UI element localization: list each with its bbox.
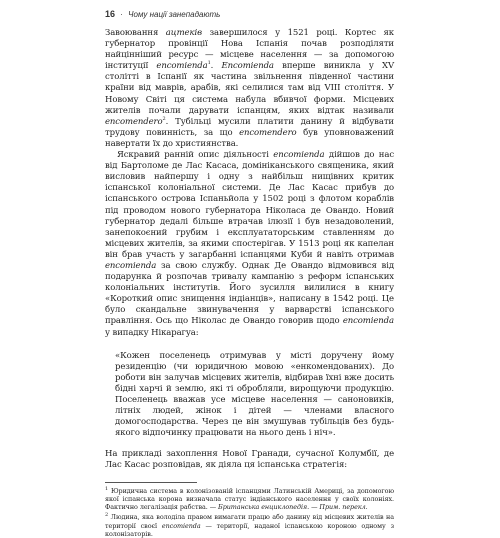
block-quote bbox=[115, 351, 394, 440]
text-run: . — bbox=[307, 503, 320, 512]
italic-term: ацтеків bbox=[165, 28, 202, 38]
text-run: На прикладі захоплення Нової Гранади, сучасної Колумбії, де Лас Касас розповідав, як діяла ця іспанська стратегія: bbox=[105, 449, 394, 471]
text-run: завершилося у 1521 році. Кортес як губернатор провінції Нова Іспанія почав розподіляти найцінніший ресурс — місцеве населення — за допомогою інституції bbox=[105, 28, 394, 72]
text-run: Яскравий ранній опис діяльності bbox=[117, 150, 274, 161]
italic-term: Encomienda bbox=[221, 61, 274, 72]
footnote-divider bbox=[105, 482, 197, 483]
footnote-1 bbox=[105, 487, 394, 512]
text-run: . bbox=[210, 61, 222, 72]
footnote-ref-1: 1 bbox=[207, 60, 211, 67]
italic-term: encomienda bbox=[105, 260, 157, 271]
footnote-mark: 1 bbox=[105, 485, 109, 492]
italic-term: encomendero bbox=[239, 127, 297, 138]
text-run: за свою службу. Однак Де Овандо відмовився від подарунка й розпочав тривалу кампанію з реформ іспанських колоніальних інститутів. Його зусилля вилилися в книгу «Короткий опис знищення індіанців», написану в 1542 році. Це було скандальне звинувачення у варварстві іспанського правління. Ось що Ніколас де Овандо говорив щодо bbox=[105, 260, 394, 327]
paragraph-new-granada bbox=[105, 449, 394, 471]
text-run: Людина, яка володіла правом вимагати працю або данину від місцевих жителів на території своєї bbox=[105, 513, 394, 530]
italic-term: encomienda bbox=[161, 521, 201, 530]
text-run: у випадку Нікарагуа: bbox=[105, 327, 199, 338]
text-run: Завоювання bbox=[105, 28, 166, 38]
header-separator: · bbox=[120, 10, 123, 19]
text-run: вперше виникла у XV столітті в Іспанії як частина звільнення південної частини країни від маврів, арабів, які селилися там від VIII століття. У Новому Світі ця система набула вбивчої форми. Місцевих жителів почали дарувати іспанцям, яких відтак називали bbox=[105, 61, 394, 116]
footnote-2 bbox=[105, 513, 394, 538]
text-run: Юридична система в колонізованій іспанцями Латинській Америці, за допомогою якої іспанська корона визначала статус індіанського населення у своїх колоніях. Фактично легалізація рабства. — bbox=[105, 486, 394, 512]
running-header bbox=[105, 7, 394, 23]
italic-term: encomienda bbox=[273, 150, 325, 161]
italic-term: Британська енциклопедія bbox=[218, 503, 308, 512]
footnote-mark: 2 bbox=[105, 512, 109, 519]
italic-term: encomienda bbox=[342, 316, 394, 327]
italic-term: Прим. перекл. bbox=[319, 503, 368, 512]
footnote-ref-2: 2 bbox=[162, 115, 166, 122]
italic-term: encomienda bbox=[156, 61, 208, 72]
running-title: Чому нації занепадають bbox=[128, 10, 221, 19]
text-run: був уповноважений навертати їх до християнства. bbox=[105, 127, 395, 149]
text-run: — території, наданої іспанською короною одному з колонізаторів. bbox=[105, 521, 395, 538]
text-run: дійшов до нас від Бартоломе де Лас Касаса, домініканського священика, який висловив найпершу і одну з найбільш нищівних критик іспанської колоніальної системи. Де Лас Касас прибув до іспанського острова Іспаньйола у 1502 році з флотом кораблів під проводом нового губернатора Ніколаса де Овандо. Новий губернатор дедалі більше втрачав ілюзії і був незадоволений, занепокоєний грубим і експлуататорським ставленням до місцевих жителів, за якими спостерігав. У 1513 році як капелан він брав участь у загарбанні іспанцями Куби й навіть отримав bbox=[105, 150, 394, 260]
quote-text: «Кожен поселенець отримував у місті доручену йому резиденцію (чи юридичною мовою «енкомендованих). До роботи він залучав місцевих жителів, відбирав їхні вже досить бідні харчі й землю, які ті обробляли, вирощуючи продукцію. Поселенець вважав усе місцеве населення — саноновиків, літніх людей, жінок і дітей — членами власного домогосподарства. Через це він змушував тубільців без будь-якого відпочинку працювати на нього день і ніч». bbox=[115, 350, 394, 439]
paragraph-las-casas bbox=[105, 150, 394, 339]
italic-term: encomendero bbox=[105, 116, 163, 127]
text-run: . Тубільці мусили платити данину й відбувати трудову повинність, за що bbox=[105, 116, 394, 138]
paragraph-aztec-conquest bbox=[105, 28, 394, 150]
page-number: 16 bbox=[105, 9, 116, 19]
